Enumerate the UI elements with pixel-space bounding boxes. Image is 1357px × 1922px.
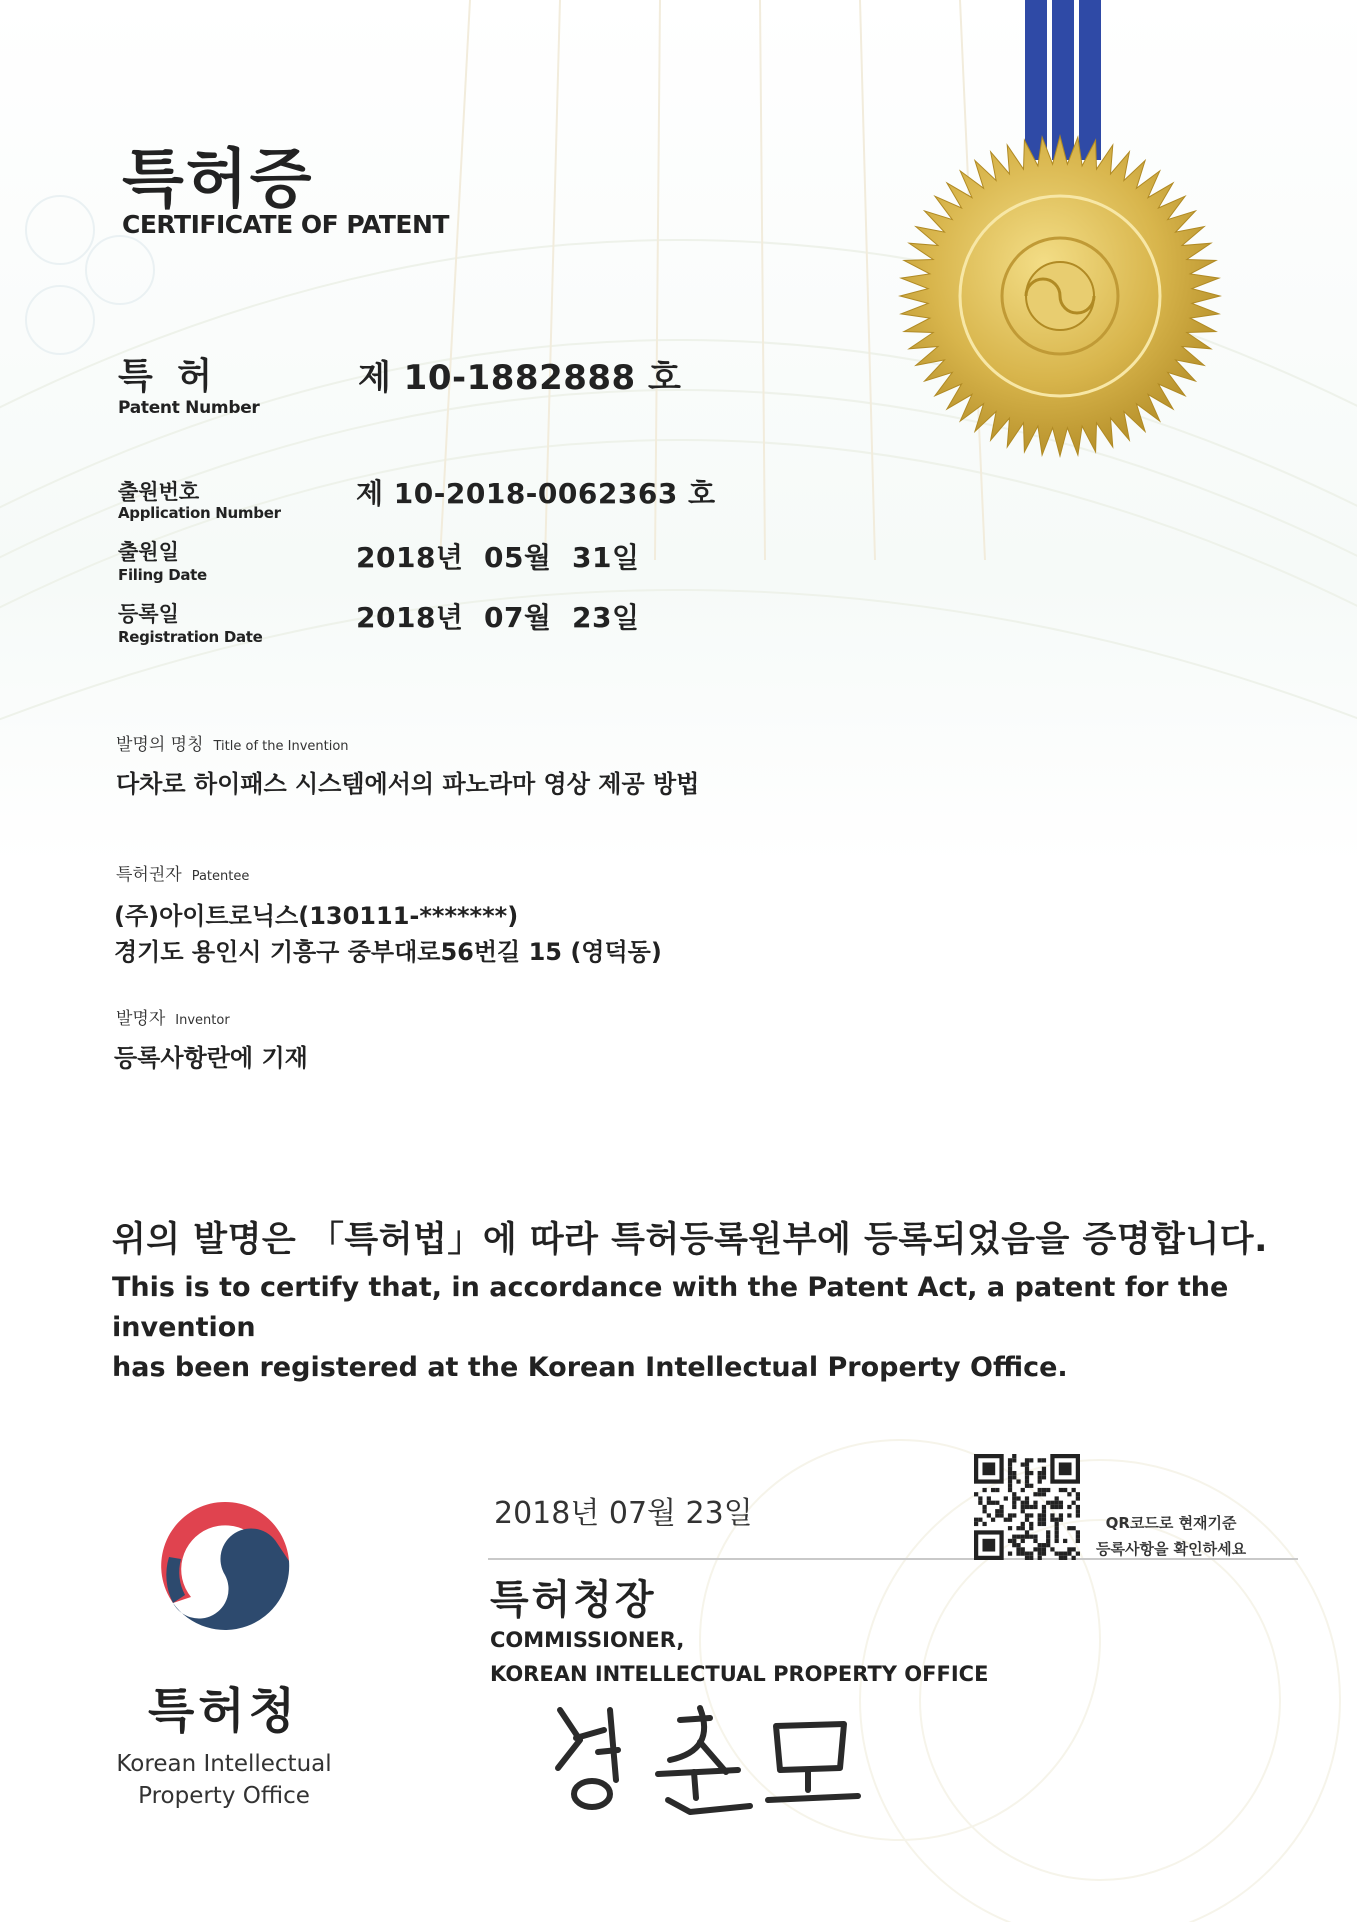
patent-number-value: 제 10-1882888 호: [358, 358, 682, 398]
patentee-address: 경기도 용인시 기흥구 중부대로56번길 15 (영덕동): [114, 938, 662, 966]
kipo-name-ko: 특허청: [148, 1683, 300, 1739]
certificate-title-ko: 특허증: [122, 143, 314, 217]
filing-date-value: 2018년 05월 31일: [356, 541, 640, 574]
gold-seal: [890, 0, 1290, 470]
qr-code[interactable]: [974, 1454, 1080, 1560]
patentee-label-en: Patentee: [191, 869, 250, 884]
kipo-logo-icon: [142, 1484, 312, 1654]
registration-date-label-ko: 등록일: [118, 602, 179, 626]
commissioner-title-en-line1: COMMISSIONER,: [490, 1628, 685, 1652]
commissioner-title-ko: 특허청장: [490, 1577, 657, 1623]
ribbon-stripe: [1025, 0, 1047, 160]
certification-statement-ko: 위의 발명은 「특허법」에 따라 특허등록원부에 등록되었음을 증명합니다.: [112, 1220, 1268, 1260]
application-number-value: 제 10-2018-0062363 호: [356, 477, 716, 510]
commissioner-title-en: [490, 1623, 988, 1691]
ribbon-stripe: [1052, 0, 1074, 160]
commissioner-signature: [540, 1690, 880, 1820]
inventor-label: [116, 1004, 230, 1029]
invention-title-label: [116, 730, 349, 755]
application-number-label-en: Application Number: [118, 504, 281, 522]
patentee-label-ko: 특허권자: [116, 865, 182, 885]
inventor-value: 등록사항란에 기재: [114, 1044, 308, 1072]
invention-title-value: 다차로 하이패스 시스템에서의 파노라마 영상 제공 방법: [116, 770, 700, 798]
application-number-label-ko: 출원번호: [118, 480, 200, 504]
invention-title-label-en: Title of the Invention: [213, 739, 349, 754]
filing-date-label-en: Filing Date: [118, 566, 207, 584]
patentee-label: [116, 860, 249, 885]
invention-title-label-ko: 발명의 명칭: [116, 735, 204, 755]
issue-date: 2018년 07월 23일: [494, 1496, 753, 1531]
patentee-name: (주)아이트로닉스(130111-*******): [114, 902, 519, 930]
certification-statement-en-line2: has been registered at the Korean Intellectual Property Office.: [112, 1352, 1068, 1383]
certificate-title-en: CERTIFICATE OF PATENT: [122, 210, 449, 239]
inventor-label-en: Inventor: [175, 1013, 230, 1028]
kipo-name-en-line2: Property Office: [138, 1783, 310, 1809]
ribbon-stripe: [1079, 0, 1101, 160]
kipo-name-en-line1: Korean Intellectual: [116, 1751, 332, 1777]
qr-note: [1096, 1510, 1246, 1562]
patent-number-label-ko: 특 허: [118, 356, 219, 397]
qr-note-line2: 등록사항을 확인하세요: [1096, 1540, 1247, 1558]
certification-statement-en: [112, 1268, 1292, 1388]
certification-statement-en-line1: This is to certify that, in accordance with the Patent Act, a patent for the invention: [112, 1272, 1229, 1343]
inventor-label-ko: 발명자: [116, 1009, 166, 1029]
kipo-name-en: [100, 1748, 348, 1812]
commissioner-title-en-line2: KOREAN INTELLECTUAL PROPERTY OFFICE: [490, 1662, 989, 1686]
patent-number-label-en: Patent Number: [118, 398, 260, 418]
registration-date-label-en: Registration Date: [118, 628, 263, 646]
registration-date-value: 2018년 07월 23일: [356, 601, 640, 634]
filing-date-label-ko: 출원일: [118, 540, 179, 564]
qr-note-line1: QR코드로 현재기준: [1105, 1514, 1237, 1532]
